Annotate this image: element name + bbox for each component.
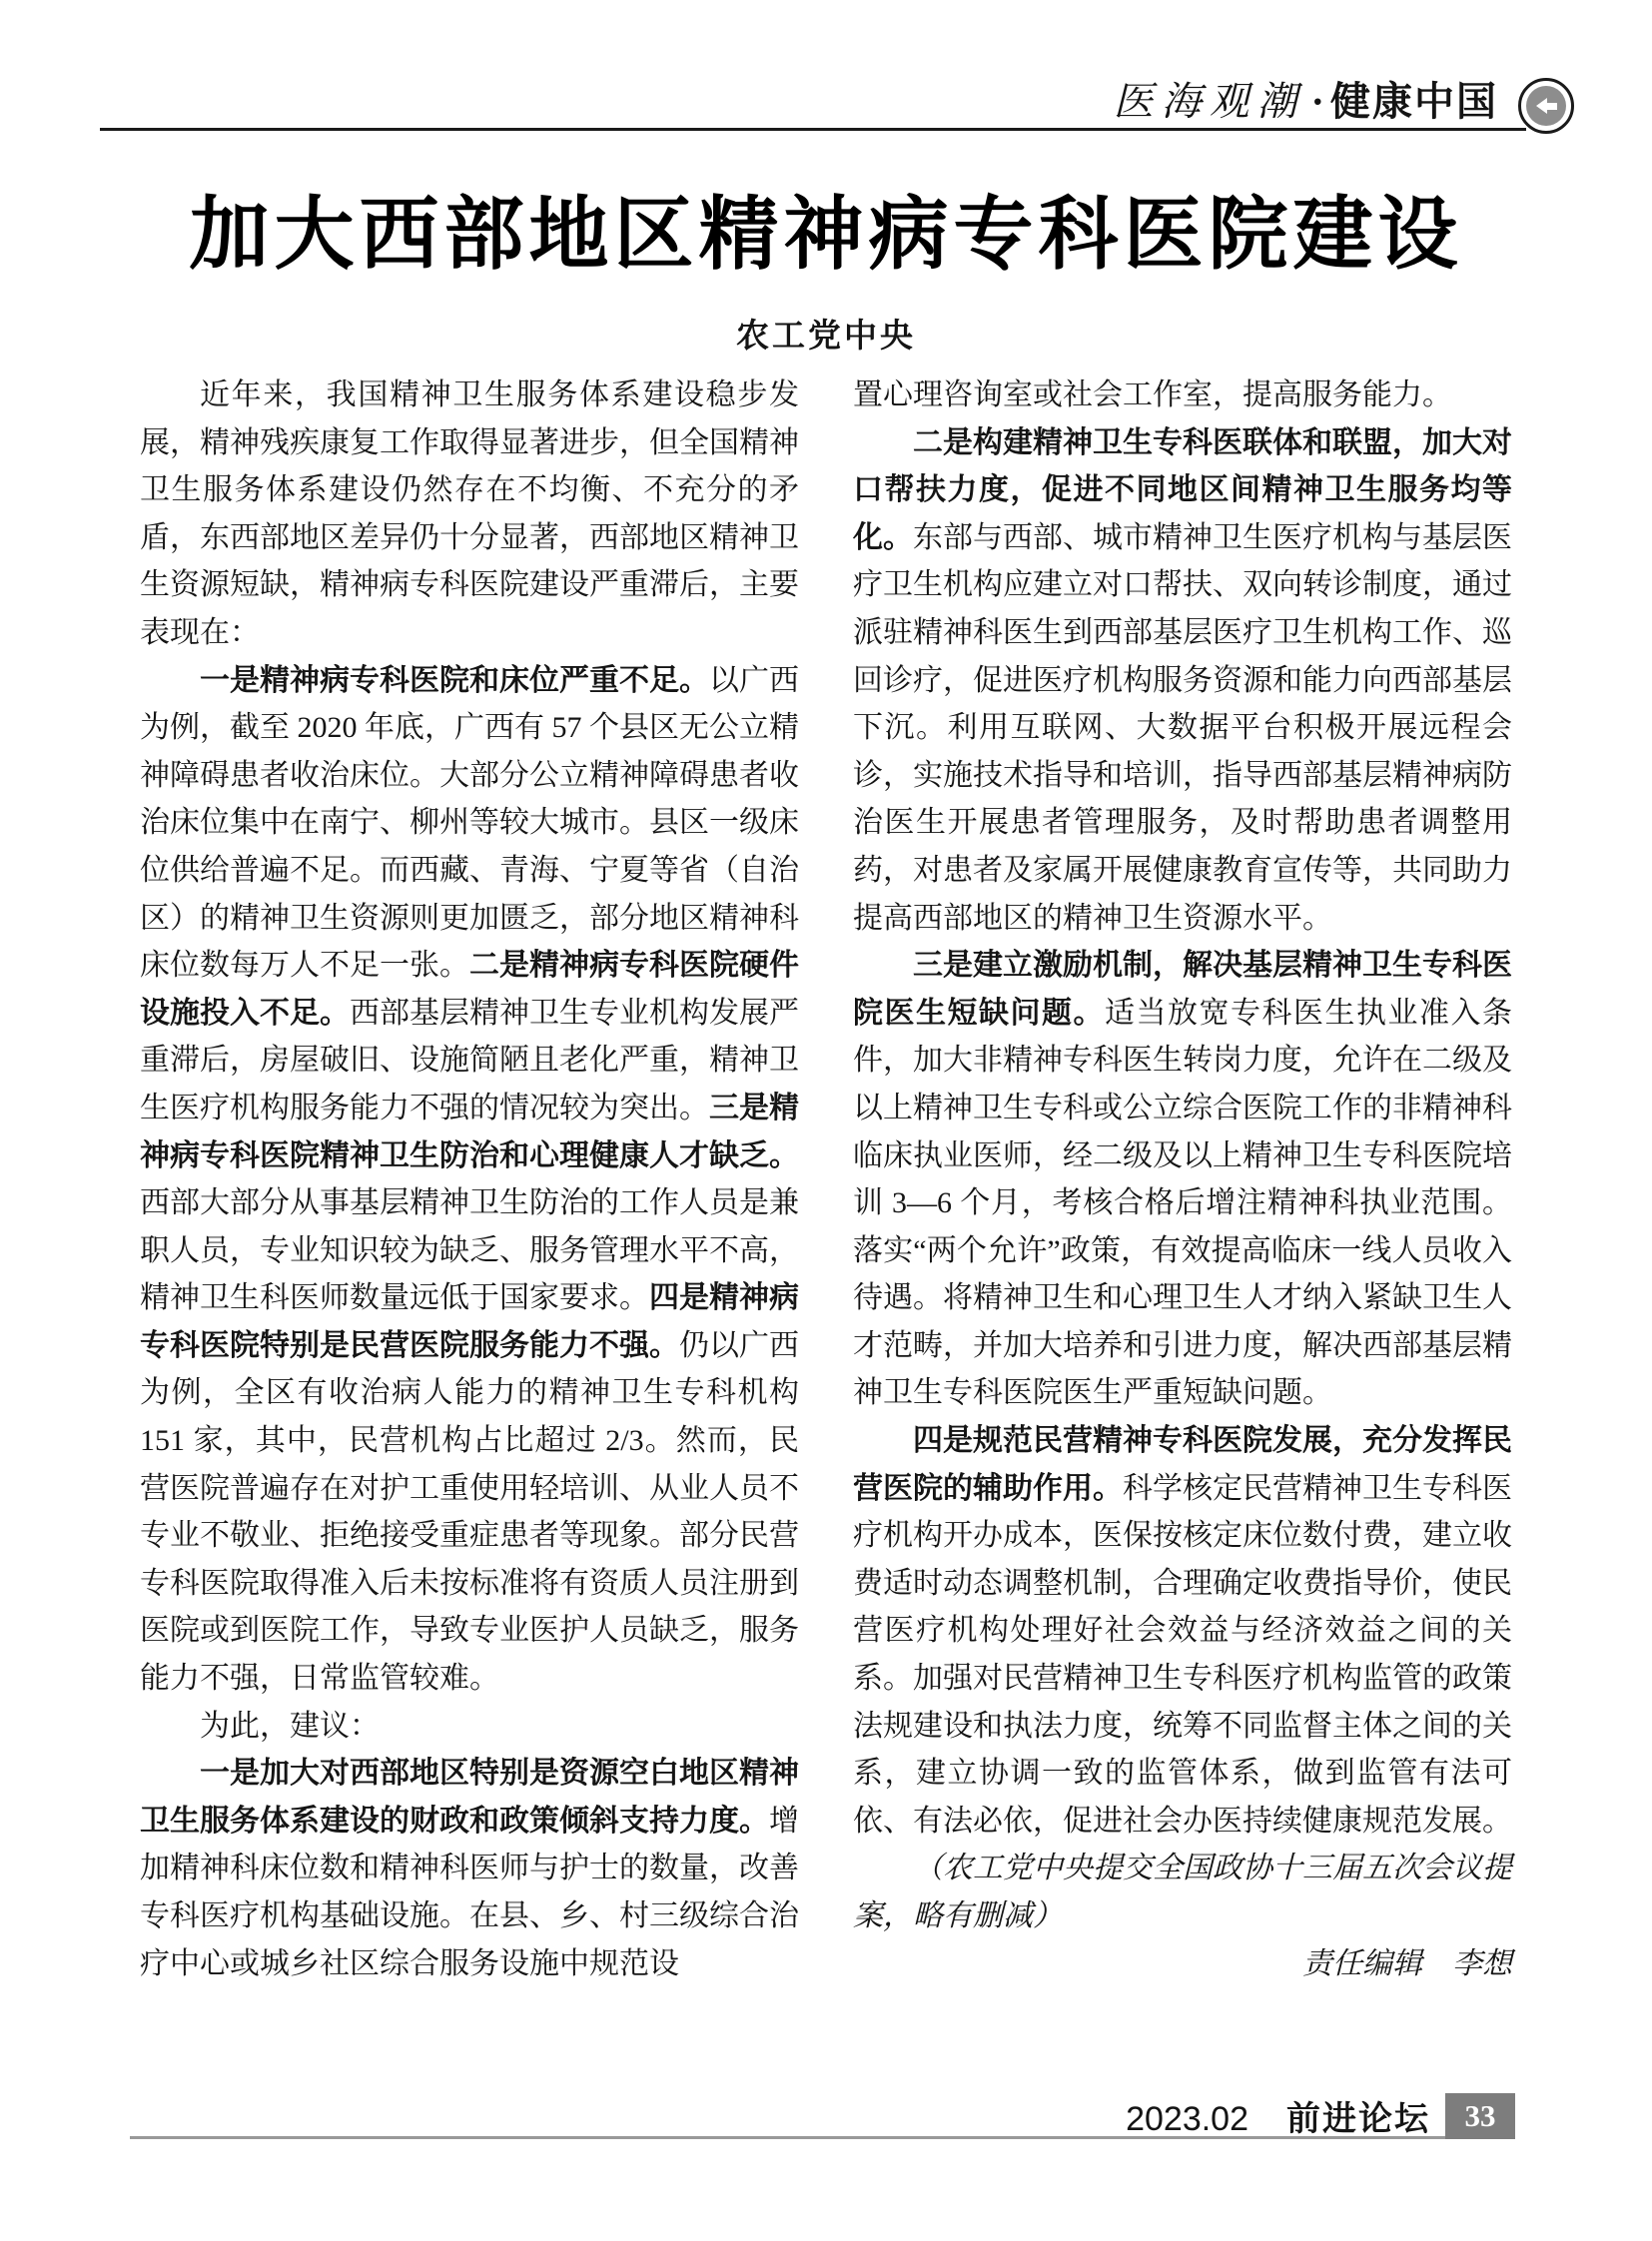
- bold-text-run: 三是建立激励机制，解决基层精神卫生专科医院医生短缺问题。: [853, 949, 1512, 1030]
- kaiti-text-run: 责任编辑 李想: [1302, 1946, 1512, 1980]
- header-section-label: 健康中国: [1330, 80, 1498, 124]
- text-run: 近年来，我国精神卫生服务体系建设稳步发展，精神残疾康复工作取得显著进步，但全国精神卫生服务体系建设仍然存在不均衡、不充分的矛盾，东西部地区差异仍十分显著，西部地区精神卫生资源短缺，精神病专科医院建设严重滞后，主要表现在：: [140, 378, 799, 649]
- article-column-left: [140, 372, 799, 1987]
- article-author: 农工党中央: [736, 317, 916, 354]
- footer-journal-name: 前进论坛: [1286, 2100, 1430, 2138]
- page-footer: [1126, 2091, 1430, 2140]
- bold-text-run: 二是精神病专科医院硬件设施投入不足。: [140, 949, 799, 1030]
- suggestion-1-continued: [853, 372, 1512, 419]
- transition-paragraph: [140, 1703, 799, 1751]
- suggestion-1-paragraph: [140, 1750, 799, 1987]
- page-number-badge: 33: [1445, 2093, 1515, 2139]
- intro-paragraph: [140, 372, 799, 657]
- problems-paragraph: [140, 657, 799, 1703]
- text-run: 东部与西部、城市精神卫生医疗机构与基层医疗卫生机构应建立对口帮扶、双向转诊制度，通过派驻精神科医生到西部基层医疗卫生机构工作、巡回诊疗，促进医疗机构服务资源和能力向西部基层下沉。利用互联网、大数据平台积极开展远程会诊，实施技术指导和培训，指导西部基层精神病防治医生开展患者管理服务，及时帮助患者调整用药，对患者及家属开展健康教育宣传等，共同助力提高西部地区的精神卫生资源水平。: [853, 520, 1512, 935]
- bold-text-run: 四是规范民营精神专科医院发展，充分发挥民营医院的辅助作用。: [853, 1424, 1512, 1505]
- text-run: 西部基层精神卫生专业机构发展严重滞后，房屋破旧、设施简陋且老化严重，精神卫生医疗机构服务能力不强的情况较为突出。: [140, 996, 799, 1124]
- header-rule: [100, 128, 1526, 131]
- text-run: 以广西为例，截至 2020 年底，广西有 57 个县区无公立精神障碍患者收治床位。大部分公立精神障碍患者收治床位集中在南宁、柳州等较大城市。县区一级床位供给普遍不足。而西藏、青海、宁夏等省（自治区）的精神卫生资源则更加匮乏，部分地区精神科床位数每万人不足一张。: [140, 663, 799, 983]
- text-run: 仍以广西为例，全区有收治病人能力的精神卫生专科机构 151 家，其中，民营机构占比超过 2/3。然而，民营医院普遍存在对护工重使用轻培训、从业人员不专业不敬业、拒绝接受重症患者等现象。部分民营专科医院取得准入后未按标准将有资质人员注册到医院或到医院工作，导致专业医护人员缺乏，服务能力不强，日常监管较难。: [140, 1328, 799, 1696]
- header-separator-dot: ·: [1310, 79, 1324, 124]
- source-note-paragraph: [853, 1845, 1512, 1939]
- kaiti-text-run: （农工党中央提交全国政协十三届五次会议提案，略有删减）: [853, 1852, 1512, 1932]
- header-column-label: 医海观潮: [1113, 79, 1305, 124]
- suggestion-3-paragraph: [853, 942, 1512, 1417]
- footer-issue: 2023.02: [1126, 2100, 1248, 2138]
- suggestion-4-paragraph: [853, 1417, 1512, 1845]
- text-run: 适当放宽专科医生执业准入条件，加大非精神专科医生转岗力度，允许在二级及以上精神卫生专科或公立综合医院工作的非精神科临床执业医师，经二级及以上精神卫生专科医院培训 3—6 个月，考核合格后增注精神科执业范围。落实“两个允许”政策，有效提高临床一线人员收入待遇。将精神卫生和心理卫生人才纳入紧缺卫生人才范畴，并加大培养和引进力度，解决西部基层精神卫生专科医院医生严重短缺问题。: [853, 996, 1512, 1410]
- page-header: [1114, 76, 1498, 128]
- text-run: 置心理咨询室或社会工作室，提高服务能力。: [853, 378, 1452, 411]
- back-arrow-icon-circle: [1526, 86, 1566, 126]
- suggestion-2-paragraph: [853, 419, 1512, 943]
- bold-text-run: 二是构建精神卫生专科医联体和联盟，加大对口帮扶力度，促进不同地区间精神卫生服务均等化。: [853, 425, 1512, 554]
- text-run: 科学核定民营精神卫生专科医疗机构开办成本，医保按核定床位数付费，建立收费适时动态调整机制，合理确定收费指导价，使民营医疗机构处理好社会效益与经济效益之间的关系。加强对民营精神卫生专科医疗机构监管的政策法规建设和执法力度，统筹不同监督主体之间的关系，建立协调一致的监管体系，做到监管有法可依、有法必依，促进社会办医持续健康规范发展。: [853, 1471, 1512, 1838]
- bold-text-run: 四是精神病专科医院特别是民营医院服务能力不强。: [140, 1281, 799, 1362]
- text-run: 增加精神科床位数和精神科医师与护士的数量，改善专科医疗机构基础设施。在县、乡、村三级综合治疗中心或城乡社区综合服务设施中规范设: [140, 1804, 799, 1980]
- article-title: 加大西部地区精神病专科医院建设: [189, 190, 1463, 279]
- editor-line: [853, 1940, 1512, 1988]
- text-run: 西部大部分从事基层精神卫生防治的工作人员是兼职人员，专业知识较为缺乏、服务管理水平不高，精神卫生科医师数量远低于国家要求。: [140, 1186, 799, 1315]
- bold-text-run: 一是精神病专科医院和床位严重不足。: [200, 663, 709, 697]
- bold-text-run: 三是精神病专科医院精神卫生防治和心理健康人才缺乏。: [140, 1091, 799, 1172]
- text-run: 为此，建议：: [200, 1709, 380, 1743]
- back-arrow-icon: [1518, 78, 1574, 134]
- article-column-right: [853, 372, 1512, 1987]
- bold-text-run: 一是加大对西部地区特别是资源空白地区精神卫生服务体系建设的财政和政策倾斜支持力度。: [140, 1757, 799, 1838]
- left-arrow-glyph: [1536, 98, 1557, 114]
